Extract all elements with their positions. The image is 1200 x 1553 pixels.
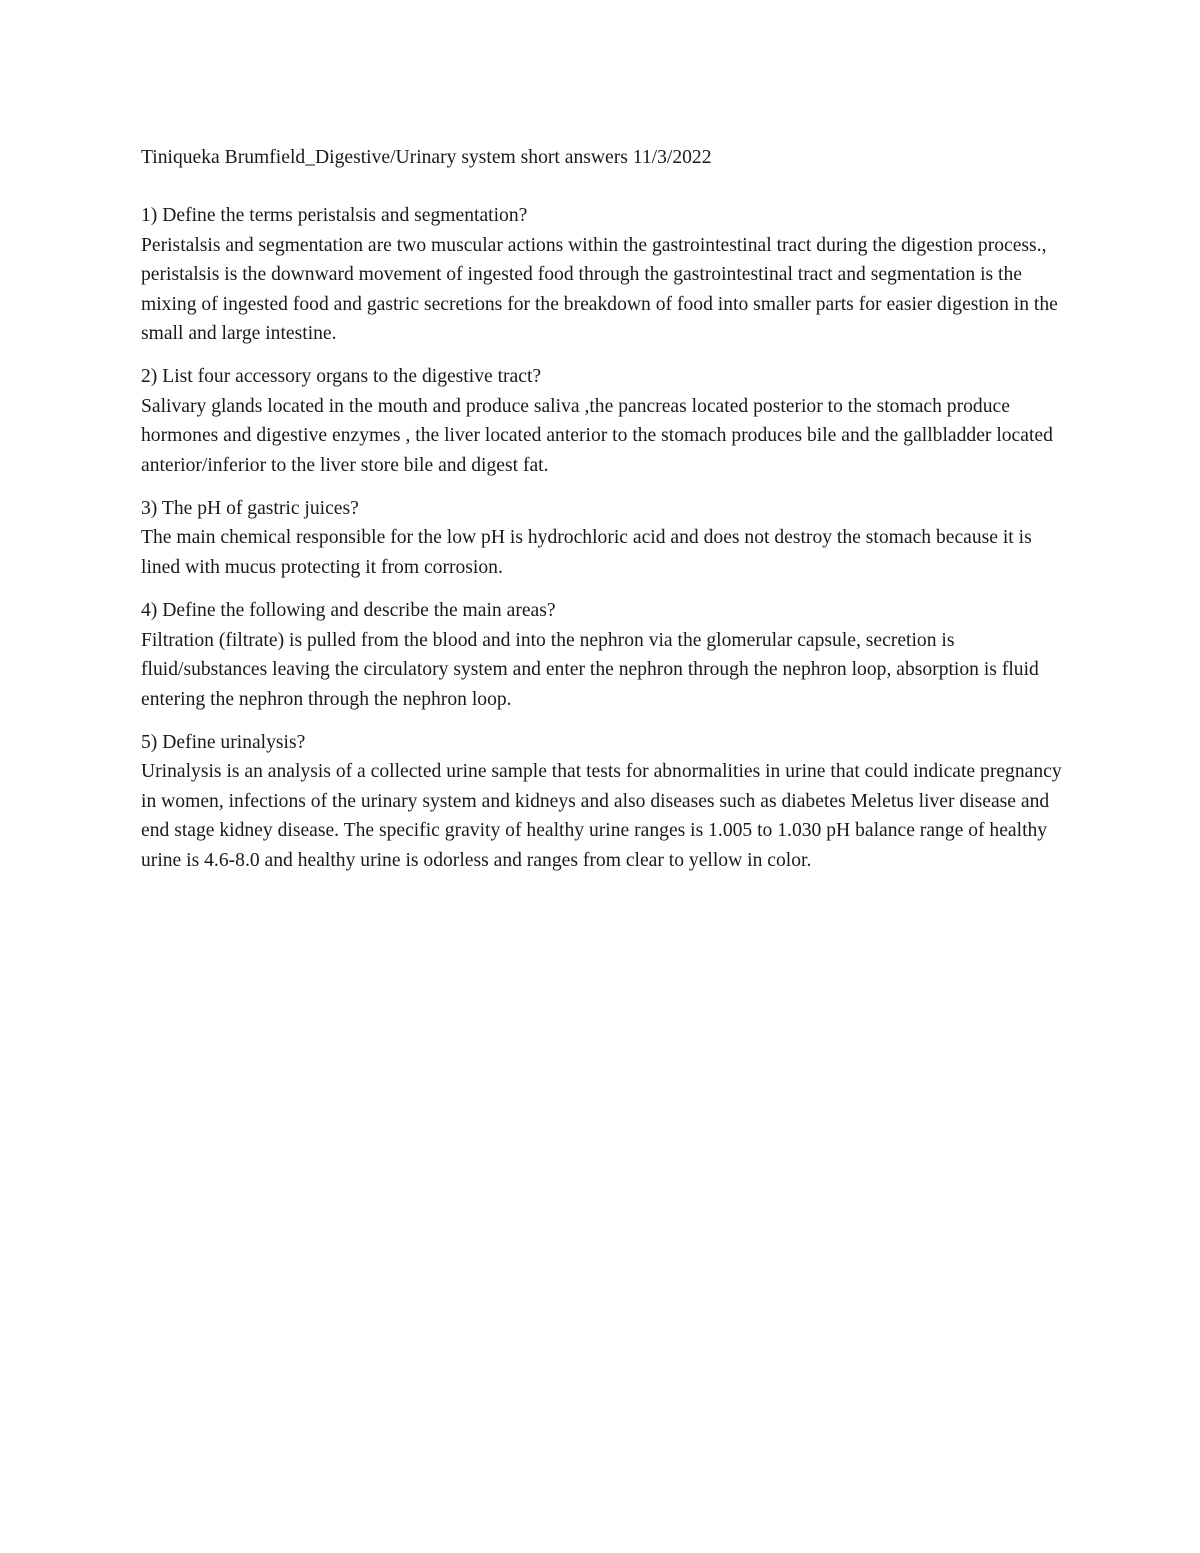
question-text: 4) Define the following and describe the main areas?: [141, 600, 556, 622]
question-text: 1) Define the terms peristalsis and segmentation?: [141, 205, 528, 227]
question-text: 3) The pH of gastric juices?: [141, 498, 359, 520]
answer-text: The main chemical responsible for the low pH is hydrochloric acid and does not destroy the stomach because it is lined with mucus protecting it from corrosion.: [141, 527, 1032, 578]
qa-item: [141, 596, 1071, 714]
question-text: 2) List four accessory organs to the digestive tract?: [141, 366, 542, 388]
document-body: [141, 143, 1071, 889]
qa-item: [141, 728, 1071, 875]
answer-text: Urinalysis is an analysis of a collected urine sample that tests for abnormalities in urine that could indicate pregnancy in women, infections of the urinary system and kidneys and also diseases such as diabetes Meletus liver disease and end stage kidney disease. The specific gravity of healthy urine ranges is 1.005 to 1.030 pH balance range of healthy urine is 4.6-8.0 and healthy urine is odorless and ranges from clear to yellow in color.: [141, 761, 1062, 871]
qa-item: [141, 494, 1071, 582]
qa-item: [141, 362, 1071, 480]
qa-item: [141, 201, 1071, 348]
question-text: 5) Define urinalysis?: [141, 731, 306, 753]
document-title: Tiniqueka Brumfield_Digestive/Urinary system short answers 11/3/2022: [141, 147, 712, 168]
answer-text: Peristalsis and segmentation are two muscular actions within the gastrointestinal tract during the digestion process., peristalsis is the downward movement of ingested food through the gastrointestinal tract and segmentation is the mixing of ingested food and gastric secretions for the breakdown of food into smaller parts for easier digestion in the small and large intestine.: [141, 234, 1058, 345]
answer-text: Filtration (filtrate) is pulled from the blood and into the nephron via the glomerular capsule, secretion is fluid/substances leaving the circulatory system and enter the nephron through the nephron loop, absorption is fluid entering the nephron through the nephron loop.: [141, 629, 1039, 710]
answer-text: Salivary glands located in the mouth and produce saliva ,the pancreas located posterior to the stomach produce hormones and digestive enzymes , the liver located anterior to the stomach produces bile and the gallbladder located anterior/inferior to the liver store bile and digest fat.: [141, 395, 1053, 476]
